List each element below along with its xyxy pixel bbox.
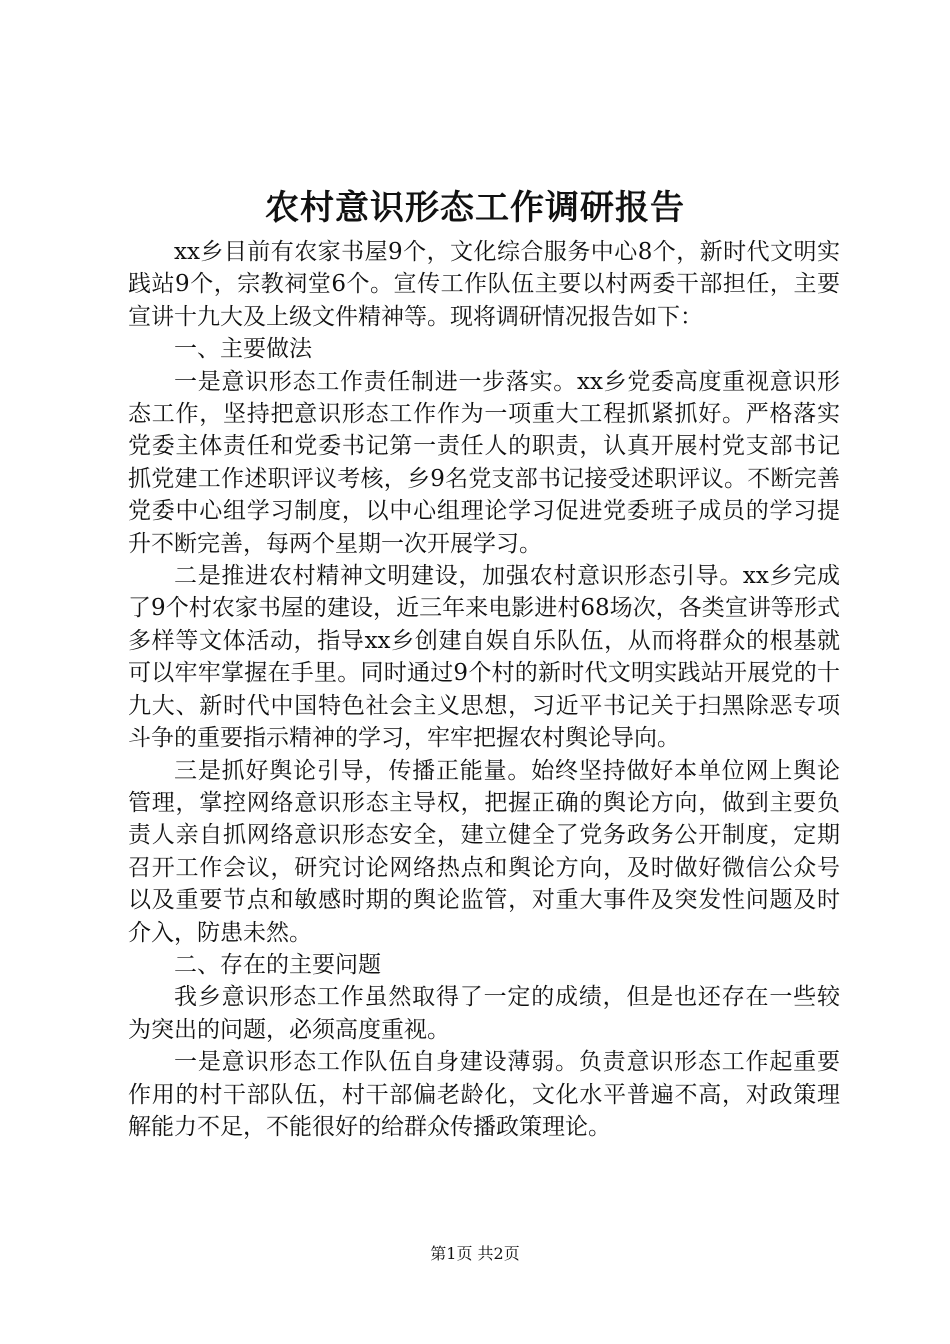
paragraph-practice-1: 一是意识形态工作责任制进一步落实。xx乡党委高度重视意识形态工作，坚持把意识形态工作作为一项重大工程抓紧抓好。严格落实党委主体责任和党委书记第一责任人的职责，认真开展村党支部书记抓党建工作述职评议考核，乡9名党支部书记接受述职评议。不断完善党委中心组学习制度，以中心组理论学习促进党委班子成员的学习提升不断完善，每两个星期一次开展学习。 [128, 368, 840, 557]
section-heading-problems: 二、存在的主要问题 [174, 951, 381, 978]
paragraph-problems-intro: 我乡意识形态工作虽然取得了一定的成绩，但是也还存在一些较为突出的问题，必须高度重视。 [128, 984, 840, 1043]
paragraph-problem-1: 一是意识形态工作队伍自身建设薄弱。负责意识形态工作起重要作用的村干部队伍，村干部偏老龄化，文化水平普遍不高，对政策理解能力不足，不能很好的给群众传播政策理论。 [128, 1049, 840, 1140]
page-footer: 第1页 共2页 [430, 1244, 520, 1263]
paragraph-practice-2: 二是推进农村精神文明建设，加强农村意识形态引导。xx乡完成了9个村农家书屋的建设，近三年来电影进村68场次，各类宣讲等形式多样等文体活动，指导xx乡创建自娱自乐队伍，从而将群众的根基就可以牢牢掌握在手里。同时通过9个村的新时代文明实践站开展党的十九大、新时代中国特色社会主义思想，习近平书记关于扫黑除恶专项斗争的重要指示精神的学习，牢牢把握农村舆论导向。 [128, 563, 840, 752]
document-title: 农村意识形态工作调研报告 [265, 188, 685, 228]
section-heading-main-practices: 一、主要做法 [174, 336, 312, 363]
paragraph-practice-3: 三是抓好舆论引导，传播正能量。始终坚持做好本单位网上舆论管理，掌控网络意识形态主导权，把握正确的舆论方向，做到主要负责人亲自抓网络意识形态安全，建立健全了党务政务公开制度，定期召开工作会议，研究讨论网络热点和舆论方向，及时做好微信公众号以及重要节点和敏感时期的舆论监管，对重大事件及突发性问题及时介入，防患未然。 [128, 757, 840, 946]
document-body [128, 236, 840, 1143]
paragraph-intro: xx乡目前有农家书屋9个，文化综合服务中心8个，新时代文明实践站9个，宗教祠堂6个。宣传工作队伍主要以村两委干部担任，主要宣讲十九大及上级文件精神等。现将调研情况报告如下： [128, 239, 840, 330]
